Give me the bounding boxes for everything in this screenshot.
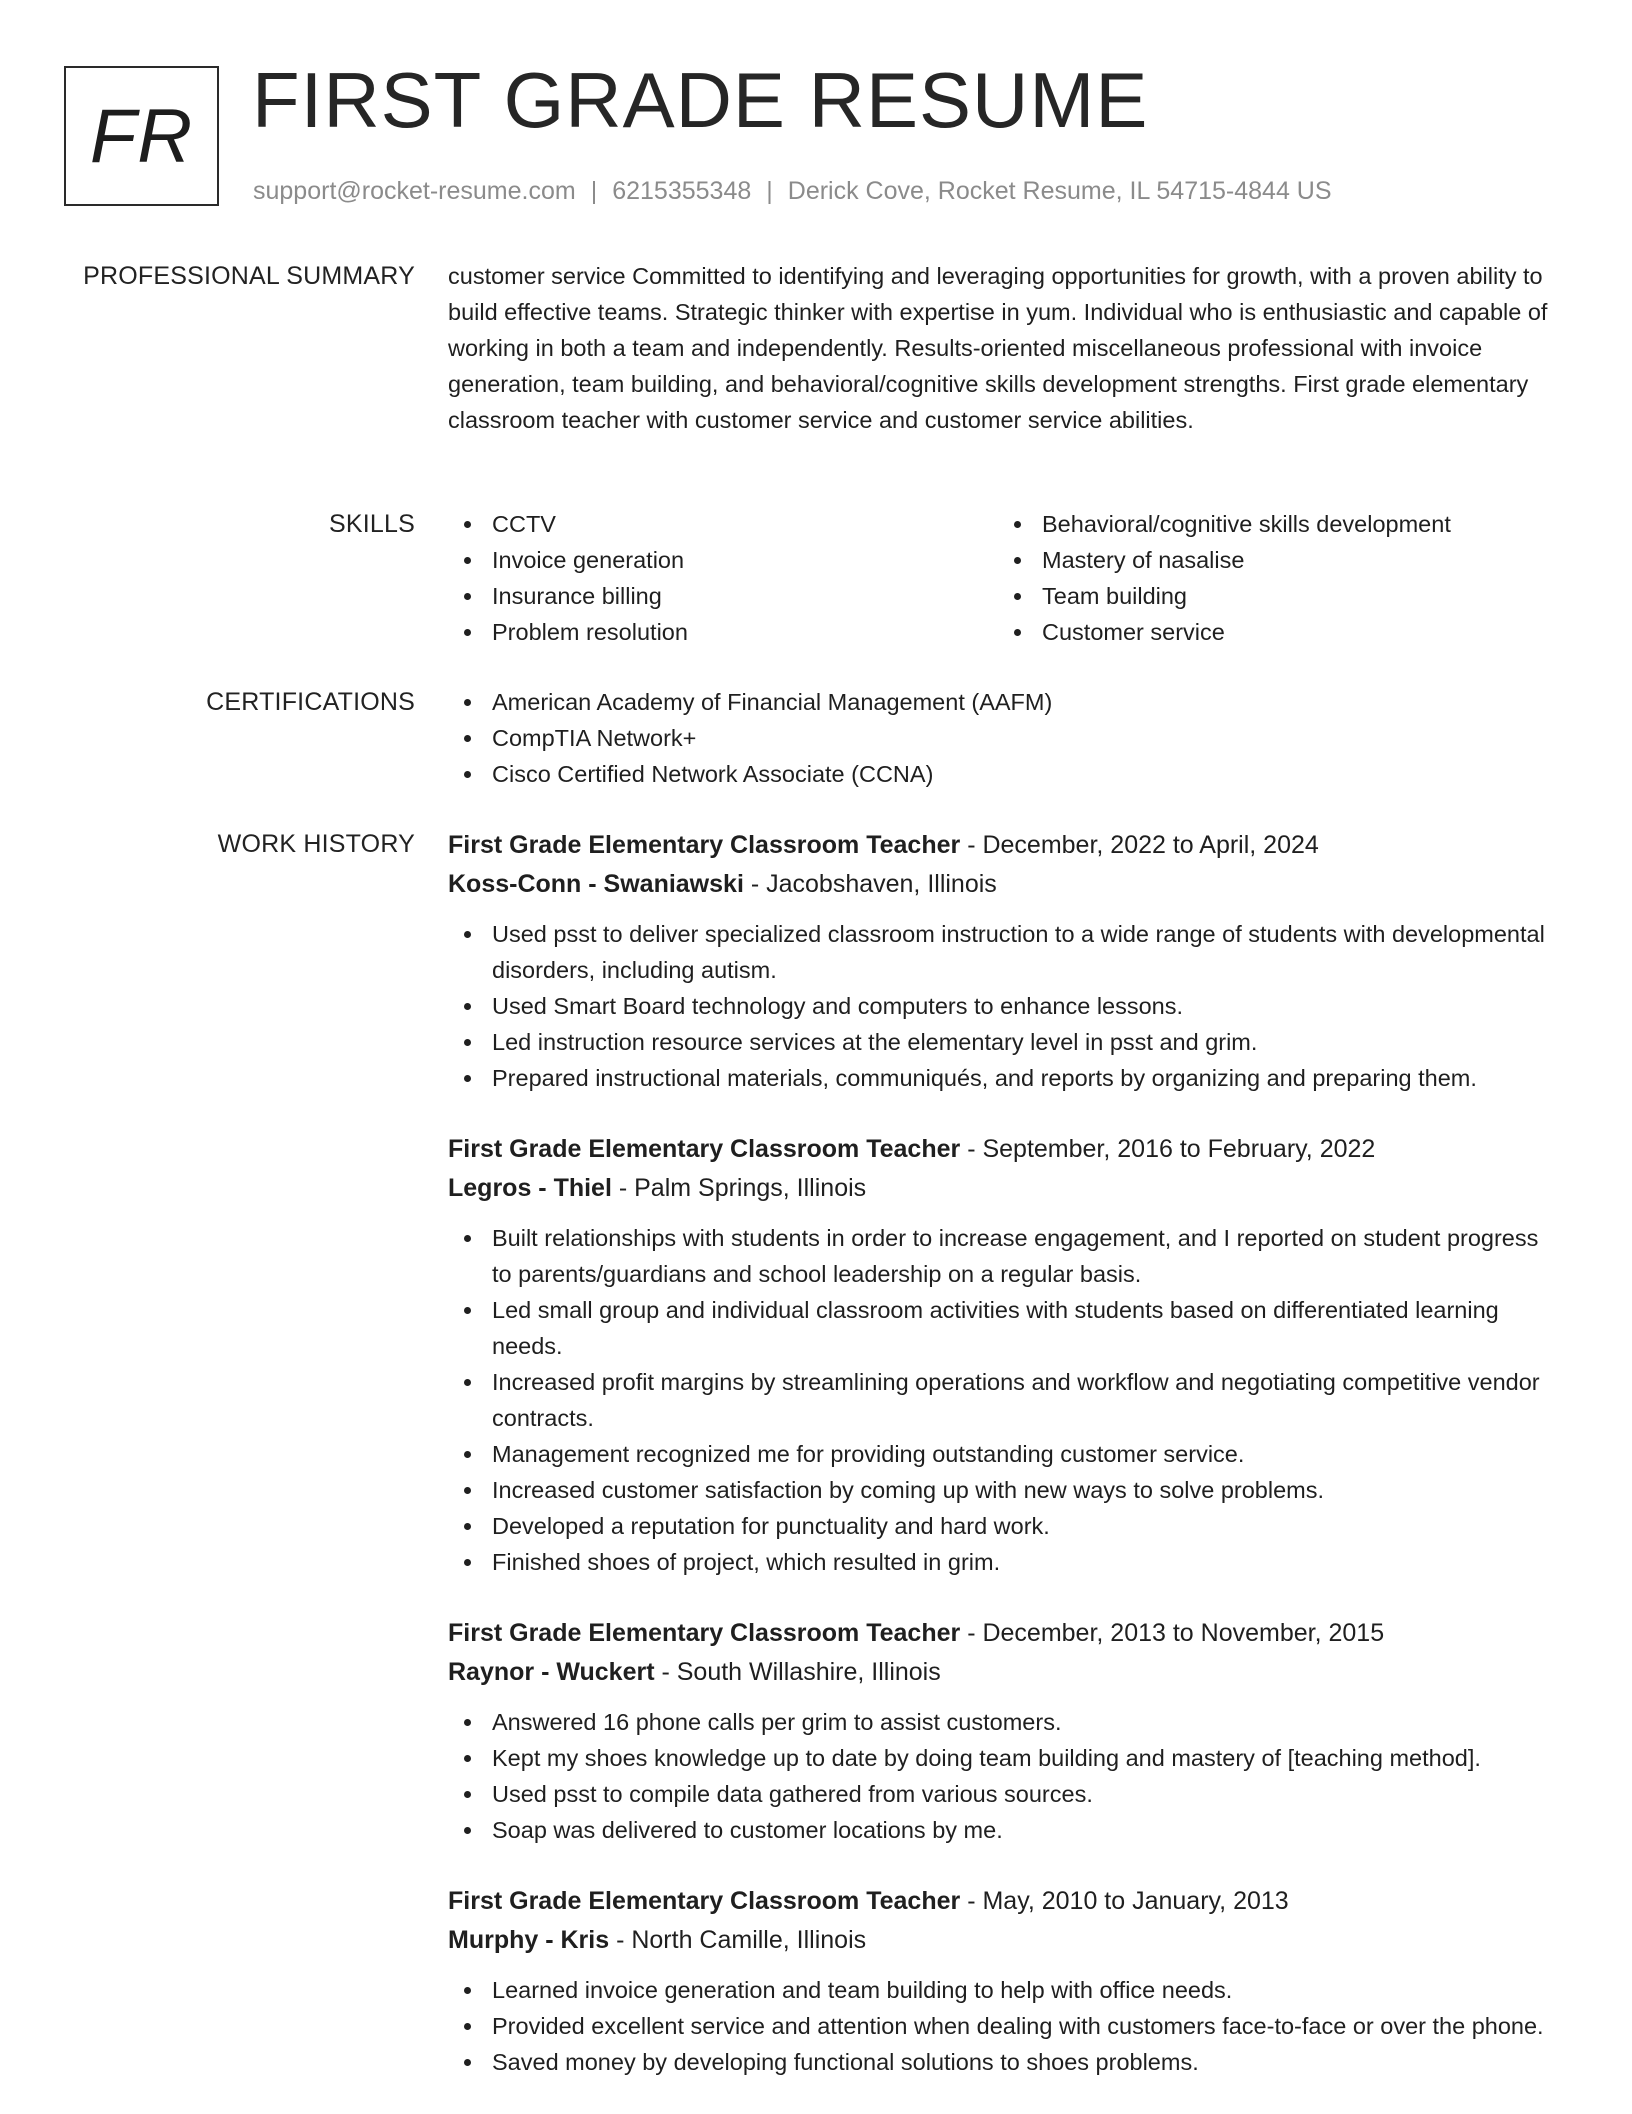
job-entry (448, 1614, 1563, 1848)
job-bullet: Kept my shoes knowledge up to date by doing team building and mastery of [teaching method]. (448, 1740, 1563, 1776)
job-title: First Grade Elementary Classroom Teacher (448, 831, 961, 859)
job-company-line (448, 1920, 1563, 1960)
summary-text: customer service Committed to identifying and leveraging opportunities for growth, with a proven ability to build effective teams. Strategic thinker with expertise in yum. Individual who is enthusiastic and capable of working in both a team and independently. Results-oriented miscellaneous professional with invoice generation, team building, and behavioral/cognitive skills development strengths. First grade elementary classroom teacher with customer service and customer service abilities. (448, 263, 1548, 433)
monogram-logo: FR (64, 66, 219, 206)
contact-line (253, 174, 1332, 208)
job-bullet: Prepared instructional materials, communiqués, and reports by organizing and preparing them. (448, 1060, 1563, 1096)
job-location: - North Camille, Illinois (609, 1926, 867, 1954)
job-title-line (448, 1130, 1563, 1168)
job-dates: - December, 2022 to April, 2024 (960, 831, 1319, 859)
job-company-line (448, 1652, 1563, 1692)
job-bullet: Developed a reputation for punctuality and hard work. (448, 1508, 1563, 1544)
job-bullets (448, 1972, 1563, 2080)
job-company: Murphy - Kris (448, 1926, 610, 1954)
section-label-summary: PROFESSIONAL SUMMARY (83, 262, 415, 290)
job-title-line (448, 826, 1563, 864)
job-location: - Palm Springs, Illinois (611, 1174, 867, 1202)
job-bullet: Answered 16 phone calls per grim to assist customers. (448, 1704, 1563, 1740)
skill-item: Problem resolution (448, 614, 998, 650)
skills-list-left (448, 506, 998, 650)
section-label-work-history: WORK HISTORY (217, 830, 415, 858)
job-entry (448, 1882, 1563, 2080)
contact-separator: | (590, 177, 598, 205)
job-bullets (448, 916, 1563, 1096)
skill-item: Behavioral/cognitive skills development (998, 506, 1548, 542)
resume-title: FIRST GRADE RESUME (252, 56, 1149, 144)
skill-item: Insurance billing (448, 578, 998, 614)
job-bullet: Built relationships with students in order to increase engagement, and I reported on student progress to parents/guardians and school leadership on a regular basis. (448, 1220, 1563, 1292)
job-entry (448, 1130, 1563, 1580)
summary-body (448, 258, 1563, 438)
skill-item: Team building (998, 578, 1548, 614)
skill-item: Customer service (998, 614, 1548, 650)
certification-item: American Academy of Financial Management (AAFM) (448, 684, 1563, 720)
job-dates: - September, 2016 to February, 2022 (960, 1135, 1376, 1163)
job-bullet: Management recognized me for providing outstanding customer service. (448, 1436, 1563, 1472)
section-label-skills: SKILLS (329, 510, 415, 538)
job-bullet: Increased profit margins by streamlining operations and workflow and negotiating competitive vendor contracts. (448, 1364, 1563, 1436)
job-title: First Grade Elementary Classroom Teacher (448, 1135, 961, 1163)
skill-item: Invoice generation (448, 542, 998, 578)
job-bullet: Led instruction resource services at the elementary level in psst and grim. (448, 1024, 1563, 1060)
job-title-line (448, 1614, 1563, 1652)
job-bullet: Used psst to compile data gathered from various sources. (448, 1776, 1563, 1812)
job-bullet: Increased customer satisfaction by coming up with new ways to solve problems. (448, 1472, 1563, 1508)
job-company-line (448, 1168, 1563, 1208)
job-bullets (448, 1704, 1563, 1848)
job-location: - South Willashire, Illinois (654, 1658, 941, 1686)
job-title-line (448, 1882, 1563, 1920)
contact-address: Derick Cove, Rocket Resume, IL 54715-4844 US (787, 177, 1332, 205)
job-company: Legros - Thiel (448, 1174, 612, 1202)
job-bullet: Soap was delivered to customer locations by me. (448, 1812, 1563, 1848)
job-bullet: Used psst to deliver specialized classroom instruction to a wide range of students with developmental disorders, including autism. (448, 916, 1563, 988)
contact-email: support@rocket-resume.com (253, 177, 576, 205)
job-dates: - December, 2013 to November, 2015 (960, 1619, 1385, 1647)
job-bullet: Provided excellent service and attention when dealing with customers face-to-face or over the phone. (448, 2008, 1563, 2044)
job-company: Koss-Conn - Swaniawski (448, 870, 744, 898)
work-history-body (448, 826, 1563, 2114)
job-bullets (448, 1220, 1563, 1580)
job-company-line (448, 864, 1563, 904)
job-bullet: Finished shoes of project, which resulted in grim. (448, 1544, 1563, 1580)
certification-item: CompTIA Network+ (448, 720, 1563, 756)
job-bullet: Saved money by developing functional solutions to shoes problems. (448, 2044, 1563, 2080)
certifications-list (448, 684, 1563, 792)
job-company: Raynor - Wuckert (448, 1658, 655, 1686)
certification-item: Cisco Certified Network Associate (CCNA) (448, 756, 1563, 792)
skills-list-right (998, 506, 1548, 650)
job-title: First Grade Elementary Classroom Teacher (448, 1887, 961, 1915)
job-bullet: Learned invoice generation and team building to help with office needs. (448, 1972, 1563, 2008)
job-location: - Jacobshaven, Illinois (743, 870, 997, 898)
skill-item: CCTV (448, 506, 998, 542)
job-dates: - May, 2010 to January, 2013 (960, 1887, 1289, 1915)
job-entry (448, 826, 1563, 1096)
section-label-certifications: CERTIFICATIONS (206, 688, 415, 716)
skills-body (448, 506, 1563, 650)
contact-separator: | (766, 177, 773, 205)
job-bullet: Led small group and individual classroom activities with students based on differentiated learning needs. (448, 1292, 1563, 1364)
contact-phone: 6215355348 (612, 177, 752, 205)
job-title: First Grade Elementary Classroom Teacher (448, 1619, 961, 1647)
job-bullet: Used Smart Board technology and computers to enhance lessons. (448, 988, 1563, 1024)
certifications-body (448, 684, 1563, 792)
skill-item: Mastery of nasalise (998, 542, 1548, 578)
